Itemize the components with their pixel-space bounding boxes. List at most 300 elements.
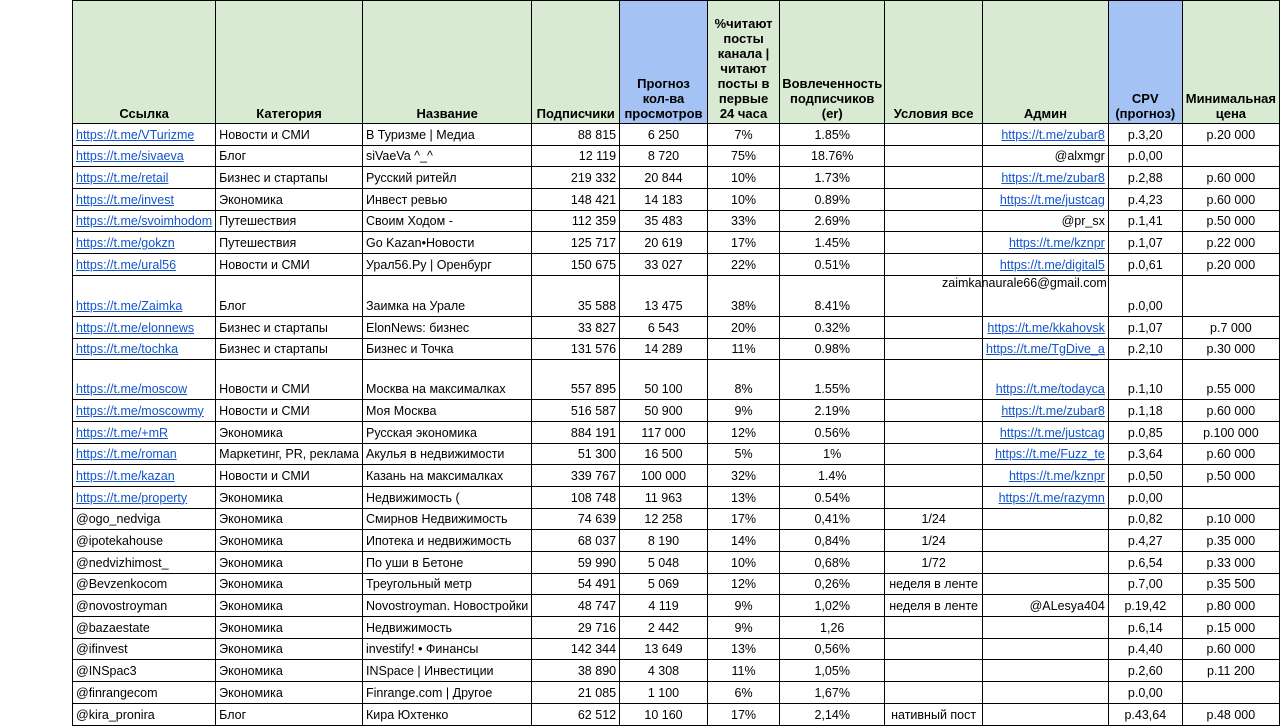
cell-category[interactable]: Экономика <box>216 595 363 617</box>
cell-conditions[interactable] <box>885 316 983 338</box>
cell-read-pct[interactable]: 9% <box>707 617 779 639</box>
cell-read-pct[interactable]: 20% <box>707 316 779 338</box>
cell-cpv[interactable]: р.0,00 <box>1108 145 1182 167</box>
cell-conditions[interactable]: неделя в ленте <box>885 595 983 617</box>
cell-conditions[interactable] <box>885 145 983 167</box>
cell-category[interactable]: Экономика <box>216 682 363 704</box>
cell-link[interactable]: https://t.me/Zaimka <box>73 275 216 316</box>
cell-link[interactable]: @finrangecom <box>73 682 216 704</box>
cell-link[interactable]: https://t.me/gokzn <box>73 232 216 254</box>
cell-admin[interactable] <box>983 552 1109 574</box>
cell-name[interactable]: Кира Юхтенко <box>362 703 531 725</box>
cell-link[interactable]: @nedvizhimost_ <box>73 552 216 574</box>
cell-read-pct[interactable]: 13% <box>707 638 779 660</box>
cell-subscribers[interactable]: 108 748 <box>532 486 620 508</box>
cell-link[interactable]: https://t.me/moscowmy <box>73 400 216 422</box>
cell-engagement[interactable]: 0.32% <box>780 316 885 338</box>
cell-read-pct[interactable]: 7% <box>707 124 779 146</box>
cell-conditions[interactable] <box>885 232 983 254</box>
cell-read-pct[interactable]: 6% <box>707 682 779 704</box>
cell-cpv[interactable]: р.3,20 <box>1108 124 1182 146</box>
cell-read-pct[interactable]: 5% <box>707 443 779 465</box>
cell-subscribers[interactable]: 59 990 <box>532 552 620 574</box>
cell-link[interactable]: https://t.me/roman <box>73 443 216 465</box>
cell-engagement[interactable]: 1.85% <box>780 124 885 146</box>
cell-forecast-views[interactable]: 5 048 <box>620 552 708 574</box>
cell-min-price[interactable]: р.11 200 <box>1182 660 1279 682</box>
cell-forecast-views[interactable]: 33 027 <box>620 254 708 276</box>
cell-subscribers[interactable]: 219 332 <box>532 167 620 189</box>
cell-admin[interactable]: https://t.me/kznpr <box>983 465 1109 487</box>
cell-read-pct[interactable]: 9% <box>707 400 779 422</box>
cell-subscribers[interactable]: 21 085 <box>532 682 620 704</box>
cell-engagement[interactable]: 1.55% <box>780 360 885 400</box>
cell-min-price[interactable]: р.80 000 <box>1182 595 1279 617</box>
cell-cpv[interactable]: р.1,41 <box>1108 210 1182 232</box>
cell-link[interactable]: https://t.me/invest <box>73 189 216 211</box>
cell-cpv[interactable]: р.2,88 <box>1108 167 1182 189</box>
cell-cpv[interactable]: р.43,64 <box>1108 703 1182 725</box>
cell-category[interactable]: Бизнес и стартапы <box>216 338 363 360</box>
cell-subscribers[interactable]: 51 300 <box>532 443 620 465</box>
cell-forecast-views[interactable]: 11 963 <box>620 486 708 508</box>
cell-conditions[interactable] <box>885 167 983 189</box>
cell-link[interactable]: @ipotekahouse <box>73 530 216 552</box>
cell-conditions[interactable] <box>885 443 983 465</box>
cell-name[interactable]: investify! • Финансы <box>362 638 531 660</box>
cell-forecast-views[interactable]: 2 442 <box>620 617 708 639</box>
cell-cpv[interactable]: р.0,00 <box>1108 682 1182 704</box>
cell-name[interactable]: Недвижимость ( <box>362 486 531 508</box>
cell-read-pct[interactable]: 9% <box>707 595 779 617</box>
cell-forecast-views[interactable]: 50 100 <box>620 360 708 400</box>
cell-cpv[interactable]: р.4,27 <box>1108 530 1182 552</box>
cell-cpv[interactable]: р.19,42 <box>1108 595 1182 617</box>
cell-min-price[interactable]: р.48 000 <box>1182 703 1279 725</box>
cell-conditions[interactable] <box>885 360 983 400</box>
cell-cpv[interactable]: р.1,07 <box>1108 316 1182 338</box>
header-engagement[interactable]: Вовлеченность подписчиков (er) <box>780 1 885 124</box>
cell-read-pct[interactable]: 10% <box>707 189 779 211</box>
cell-forecast-views[interactable]: 50 900 <box>620 400 708 422</box>
cell-engagement[interactable]: 0.56% <box>780 421 885 443</box>
cell-category[interactable]: Путешествия <box>216 232 363 254</box>
cell-min-price[interactable]: р.100 000 <box>1182 421 1279 443</box>
cell-forecast-views[interactable]: 4 119 <box>620 595 708 617</box>
cell-admin[interactable]: https://t.me/kkahovsk <box>983 316 1109 338</box>
cell-cpv[interactable]: р.0,00 <box>1108 275 1182 316</box>
cell-cpv[interactable]: р.0,50 <box>1108 465 1182 487</box>
cell-subscribers[interactable]: 33 827 <box>532 316 620 338</box>
cell-min-price[interactable]: р.20 000 <box>1182 254 1279 276</box>
cell-category[interactable]: Путешествия <box>216 210 363 232</box>
cell-conditions[interactable] <box>885 338 983 360</box>
cell-conditions[interactable] <box>885 254 983 276</box>
cell-engagement[interactable]: 1,02% <box>780 595 885 617</box>
cell-name[interactable]: ElonNews: бизнес <box>362 316 531 338</box>
cell-read-pct[interactable]: 12% <box>707 421 779 443</box>
cell-name[interactable]: В Туризме | Медиа <box>362 124 531 146</box>
cell-category[interactable]: Бизнес и стартапы <box>216 316 363 338</box>
cell-link[interactable]: https://t.me/property <box>73 486 216 508</box>
table-row <box>73 167 1280 189</box>
cell-conditions[interactable] <box>885 421 983 443</box>
cell-forecast-views[interactable]: 8 720 <box>620 145 708 167</box>
table-row <box>73 360 1280 400</box>
cell-conditions[interactable]: 1/24 <box>885 530 983 552</box>
cell-subscribers[interactable]: 339 767 <box>532 465 620 487</box>
cell-category[interactable]: Новости и СМИ <box>216 400 363 422</box>
cell-name[interactable]: Бизнес и Точка <box>362 338 531 360</box>
channels-table <box>72 0 1280 726</box>
cell-link[interactable]: @ogo_nedviga <box>73 508 216 530</box>
cell-min-price[interactable]: р.30 000 <box>1182 338 1279 360</box>
cell-cpv[interactable]: р.3,64 <box>1108 443 1182 465</box>
cell-link[interactable]: @Bevzenkocom <box>73 573 216 595</box>
cell-engagement[interactable]: 0.89% <box>780 189 885 211</box>
cell-name[interactable]: Инвест ревью <box>362 189 531 211</box>
cell-link[interactable]: @INSpac3 <box>73 660 216 682</box>
cell-min-price[interactable]: р.7 000 <box>1182 316 1279 338</box>
cell-min-price[interactable]: р.35 500 <box>1182 573 1279 595</box>
cell-engagement[interactable]: 0.98% <box>780 338 885 360</box>
header-name[interactable]: Название <box>362 1 531 124</box>
cell-name[interactable]: Смирнов Недвижимость <box>362 508 531 530</box>
cell-read-pct[interactable]: 17% <box>707 232 779 254</box>
cell-forecast-views[interactable]: 14 183 <box>620 189 708 211</box>
cell-admin[interactable]: @ALesya404 <box>983 595 1109 617</box>
cell-min-price[interactable]: р.35 000 <box>1182 530 1279 552</box>
cell-subscribers[interactable]: 74 639 <box>532 508 620 530</box>
cell-link[interactable]: https://t.me/ural56 <box>73 254 216 276</box>
cell-forecast-views[interactable]: 20 844 <box>620 167 708 189</box>
cell-read-pct[interactable]: 14% <box>707 530 779 552</box>
cell-read-pct[interactable]: 32% <box>707 465 779 487</box>
header-category[interactable]: Категория <box>216 1 363 124</box>
cell-cpv[interactable]: р.2,60 <box>1108 660 1182 682</box>
cell-subscribers[interactable]: 150 675 <box>532 254 620 276</box>
cell-read-pct[interactable]: 11% <box>707 338 779 360</box>
cell-min-price[interactable] <box>1182 275 1279 316</box>
cell-conditions[interactable] <box>885 189 983 211</box>
cell-admin[interactable]: https://t.me/todayca <box>983 360 1109 400</box>
cell-conditions[interactable] <box>885 465 983 487</box>
cell-link[interactable]: https://t.me/elonnews <box>73 316 216 338</box>
cell-min-price[interactable]: р.50 000 <box>1182 210 1279 232</box>
cell-conditions[interactable] <box>885 638 983 660</box>
cell-name[interactable]: Finrange.com | Другое <box>362 682 531 704</box>
header-cpv[interactable]: CPV (прогноз) <box>1108 1 1182 124</box>
cell-cpv[interactable]: р.1,18 <box>1108 400 1182 422</box>
cell-link[interactable]: @ifinvest <box>73 638 216 660</box>
cell-engagement[interactable]: 0,68% <box>780 552 885 574</box>
cell-category[interactable]: Бизнес и стартапы <box>216 167 363 189</box>
cell-forecast-views[interactable]: 8 190 <box>620 530 708 552</box>
cell-admin[interactable]: https://t.me/Fuzz_te <box>983 443 1109 465</box>
cell-forecast-views[interactable]: 12 258 <box>620 508 708 530</box>
cell-admin[interactable] <box>983 703 1109 725</box>
header-conditions[interactable]: Условия все <box>885 1 983 124</box>
cell-forecast-views[interactable]: 1 100 <box>620 682 708 704</box>
cell-category[interactable]: Экономика <box>216 660 363 682</box>
cell-name[interactable]: Казань на максималках <box>362 465 531 487</box>
cell-name[interactable]: Novostroyman. Новостройки <box>362 595 531 617</box>
cell-conditions[interactable]: нативный пост <box>885 703 983 725</box>
cell-name[interactable]: siVaeVa ^_^ <box>362 145 531 167</box>
cell-engagement[interactable]: 1.45% <box>780 232 885 254</box>
cell-forecast-views[interactable]: 10 160 <box>620 703 708 725</box>
cell-link[interactable]: https://t.me/kazan <box>73 465 216 487</box>
cell-engagement[interactable]: 2,14% <box>780 703 885 725</box>
cell-admin[interactable]: https://t.me/zubar8 <box>983 124 1109 146</box>
cell-category[interactable]: Новости и СМИ <box>216 254 363 276</box>
cell-admin[interactable] <box>983 682 1109 704</box>
cell-conditions[interactable] <box>885 210 983 232</box>
cell-subscribers[interactable]: 68 037 <box>532 530 620 552</box>
cell-forecast-views[interactable]: 20 619 <box>620 232 708 254</box>
cell-cpv[interactable]: р.6,54 <box>1108 552 1182 574</box>
cell-conditions[interactable] <box>885 660 983 682</box>
cell-min-price[interactable]: р.10 000 <box>1182 508 1279 530</box>
cell-subscribers[interactable]: 884 191 <box>532 421 620 443</box>
cell-min-price[interactable]: р.60 000 <box>1182 638 1279 660</box>
cell-read-pct[interactable]: 75% <box>707 145 779 167</box>
cell-link[interactable]: @bazaestate <box>73 617 216 639</box>
cell-read-pct[interactable]: 10% <box>707 552 779 574</box>
cell-subscribers[interactable]: 131 576 <box>532 338 620 360</box>
cell-engagement[interactable]: 8.41% <box>780 275 885 316</box>
cell-name[interactable]: Урал56.Ру | Оренбург <box>362 254 531 276</box>
cell-link[interactable]: https://t.me/tochka <box>73 338 216 360</box>
cell-engagement[interactable]: 1,26 <box>780 617 885 639</box>
cell-admin[interactable]: https://t.me/zubar8 <box>983 400 1109 422</box>
cell-min-price[interactable]: р.60 000 <box>1182 189 1279 211</box>
cell-name[interactable]: Русский ритейл <box>362 167 531 189</box>
cell-conditions[interactable] <box>885 617 983 639</box>
cell-category[interactable]: Блог <box>216 145 363 167</box>
cell-conditions[interactable] <box>885 682 983 704</box>
cell-link[interactable]: https://t.me/sivaeva <box>73 145 216 167</box>
cell-cpv[interactable]: р.0,82 <box>1108 508 1182 530</box>
header-admin[interactable]: Админ <box>983 1 1109 124</box>
cell-forecast-views[interactable]: 6 250 <box>620 124 708 146</box>
cell-min-price[interactable]: р.55 000 <box>1182 360 1279 400</box>
cell-cpv[interactable]: р.4,40 <box>1108 638 1182 660</box>
cell-subscribers[interactable]: 112 359 <box>532 210 620 232</box>
cell-cpv[interactable]: р.1,07 <box>1108 232 1182 254</box>
cell-category[interactable]: Экономика <box>216 421 363 443</box>
cell-read-pct[interactable]: 8% <box>707 360 779 400</box>
cell-forecast-views[interactable]: 4 308 <box>620 660 708 682</box>
cell-forecast-views[interactable]: 13 649 <box>620 638 708 660</box>
cell-name[interactable]: INSpace | Инвестиции <box>362 660 531 682</box>
cell-admin[interactable]: @alxmgr <box>983 145 1109 167</box>
cell-read-pct[interactable]: 10% <box>707 167 779 189</box>
cell-min-price[interactable]: р.15 000 <box>1182 617 1279 639</box>
cell-subscribers[interactable]: 62 512 <box>532 703 620 725</box>
cell-name[interactable]: Акулья в недвижимости <box>362 443 531 465</box>
cell-subscribers[interactable]: 557 895 <box>532 360 620 400</box>
cell-name[interactable]: Своим Ходом - <box>362 210 531 232</box>
cell-link[interactable]: https://t.me/+mR <box>73 421 216 443</box>
cell-cpv[interactable]: р.0,00 <box>1108 486 1182 508</box>
cell-category[interactable]: Новости и СМИ <box>216 360 363 400</box>
cell-admin[interactable] <box>983 617 1109 639</box>
cell-subscribers[interactable]: 516 587 <box>532 400 620 422</box>
cell-link[interactable]: https://t.me/retail <box>73 167 216 189</box>
cell-conditions[interactable]: 1/24 <box>885 508 983 530</box>
cell-cpv[interactable]: р.1,10 <box>1108 360 1182 400</box>
cell-conditions[interactable]: 1/72 <box>885 552 983 574</box>
cell-min-price[interactable] <box>1182 145 1279 167</box>
cell-forecast-views[interactable]: 100 000 <box>620 465 708 487</box>
cell-category[interactable]: Экономика <box>216 552 363 574</box>
cell-conditions[interactable]: неделя в ленте <box>885 573 983 595</box>
cell-min-price[interactable]: р.33 000 <box>1182 552 1279 574</box>
cell-min-price[interactable]: р.22 000 <box>1182 232 1279 254</box>
cell-subscribers[interactable]: 35 588 <box>532 275 620 316</box>
cell-admin[interactable] <box>942 275 1109 316</box>
cell-cpv[interactable]: р.6,14 <box>1108 617 1182 639</box>
cell-link[interactable]: https://t.me/VTurizme <box>73 124 216 146</box>
table-row <box>73 210 1280 232</box>
cell-forecast-views[interactable]: 16 500 <box>620 443 708 465</box>
cell-read-pct[interactable]: 22% <box>707 254 779 276</box>
cell-subscribers[interactable]: 54 491 <box>532 573 620 595</box>
cell-min-price[interactable]: р.60 000 <box>1182 443 1279 465</box>
cell-category[interactable]: Блог <box>216 275 363 316</box>
cell-admin[interactable] <box>983 638 1109 660</box>
header-forecast-views[interactable]: Прогноз кол-ва просмотров <box>620 1 708 124</box>
cell-admin[interactable]: https://t.me/digital5 <box>983 254 1109 276</box>
cell-link[interactable]: @kira_pronira <box>73 703 216 725</box>
cell-forecast-views[interactable]: 13 475 <box>620 275 708 316</box>
cell-engagement[interactable]: 18.76% <box>780 145 885 167</box>
cell-subscribers[interactable]: 12 119 <box>532 145 620 167</box>
cell-admin[interactable]: https://t.me/kznpr <box>983 232 1109 254</box>
cell-category[interactable]: Экономика <box>216 617 363 639</box>
cell-name[interactable]: Недвижимость <box>362 617 531 639</box>
cell-admin[interactable] <box>983 508 1109 530</box>
cell-admin[interactable] <box>983 530 1109 552</box>
cell-min-price[interactable]: р.50 000 <box>1182 465 1279 487</box>
cell-read-pct[interactable]: 13% <box>707 486 779 508</box>
cell-subscribers[interactable]: 88 815 <box>532 124 620 146</box>
cell-min-price[interactable] <box>1182 486 1279 508</box>
cell-name[interactable]: Go Kazan•Новости <box>362 232 531 254</box>
cell-min-price[interactable]: р.60 000 <box>1182 400 1279 422</box>
cell-engagement[interactable]: 2.69% <box>780 210 885 232</box>
cell-subscribers[interactable]: 38 890 <box>532 660 620 682</box>
cell-category[interactable]: Новости и СМИ <box>216 124 363 146</box>
cell-cpv[interactable]: р.0,85 <box>1108 421 1182 443</box>
cell-category[interactable]: Блог <box>216 703 363 725</box>
cell-conditions[interactable] <box>885 486 983 508</box>
cell-forecast-views[interactable]: 35 483 <box>620 210 708 232</box>
header-subscribers[interactable]: Подписчики <box>532 1 620 124</box>
cell-category[interactable]: Новости и СМИ <box>216 465 363 487</box>
cell-name[interactable]: Заимка на Урале <box>362 275 531 316</box>
cell-cpv[interactable]: р.7,00 <box>1108 573 1182 595</box>
cell-category[interactable]: Экономика <box>216 486 363 508</box>
cell-admin[interactable]: https://t.me/justcag <box>983 421 1109 443</box>
cell-cpv[interactable]: р.0,61 <box>1108 254 1182 276</box>
cell-forecast-views[interactable]: 6 543 <box>620 316 708 338</box>
cell-engagement[interactable]: 1% <box>780 443 885 465</box>
cell-engagement[interactable]: 0,41% <box>780 508 885 530</box>
cell-category[interactable]: Экономика <box>216 508 363 530</box>
cell-subscribers[interactable]: 29 716 <box>532 617 620 639</box>
cell-forecast-views[interactable]: 117 000 <box>620 421 708 443</box>
cell-forecast-views[interactable]: 5 069 <box>620 573 708 595</box>
cell-read-pct[interactable]: 12% <box>707 573 779 595</box>
cell-min-price[interactable]: р.60 000 <box>1182 167 1279 189</box>
cell-read-pct[interactable]: 33% <box>707 210 779 232</box>
cell-name[interactable]: Треугольный метр <box>362 573 531 595</box>
cell-subscribers[interactable]: 148 421 <box>532 189 620 211</box>
cell-min-price[interactable] <box>1182 682 1279 704</box>
cell-engagement[interactable]: 0,84% <box>780 530 885 552</box>
cell-category[interactable]: Экономика <box>216 530 363 552</box>
header-read-pct[interactable]: %читают посты канала | читают посты в первые 24 часа <box>707 1 779 124</box>
cell-admin[interactable]: @pr_sx <box>983 210 1109 232</box>
cell-admin[interactable] <box>983 573 1109 595</box>
cell-engagement[interactable]: 1.4% <box>780 465 885 487</box>
cell-name[interactable]: Моя Москва <box>362 400 531 422</box>
cell-min-price[interactable]: р.20 000 <box>1182 124 1279 146</box>
cell-category[interactable]: Маркетинг, PR, реклама <box>216 443 363 465</box>
cell-cpv[interactable]: р.4,23 <box>1108 189 1182 211</box>
cell-conditions[interactable] <box>885 124 983 146</box>
cell-admin[interactable]: https://t.me/TgDive_a <box>983 338 1109 360</box>
cell-engagement[interactable]: 0.51% <box>780 254 885 276</box>
cell-engagement[interactable]: 0,26% <box>780 573 885 595</box>
cell-name[interactable]: Москва на максималках <box>362 360 531 400</box>
cell-category[interactable]: Экономика <box>216 189 363 211</box>
cell-engagement[interactable]: 1,67% <box>780 682 885 704</box>
header-min-price[interactable]: Минимальная цена <box>1182 1 1279 124</box>
cell-conditions[interactable] <box>885 400 983 422</box>
cell-engagement[interactable]: 0.54% <box>780 486 885 508</box>
cell-admin[interactable]: https://t.me/zubar8 <box>983 167 1109 189</box>
cell-cpv[interactable]: р.2,10 <box>1108 338 1182 360</box>
cell-read-pct[interactable]: 17% <box>707 703 779 725</box>
cell-engagement[interactable]: 1,05% <box>780 660 885 682</box>
cell-forecast-views[interactable]: 14 289 <box>620 338 708 360</box>
cell-category[interactable]: Экономика <box>216 573 363 595</box>
header-link[interactable]: Ссылка <box>73 1 216 124</box>
cell-link[interactable]: @novostroyman <box>73 595 216 617</box>
cell-admin[interactable]: https://t.me/justcag <box>983 189 1109 211</box>
cell-engagement[interactable]: 2.19% <box>780 400 885 422</box>
cell-admin[interactable]: https://t.me/razymn <box>983 486 1109 508</box>
cell-category[interactable]: Экономика <box>216 638 363 660</box>
cell-name[interactable]: Ипотека и недвижимость <box>362 530 531 552</box>
cell-read-pct[interactable]: 17% <box>707 508 779 530</box>
cell-name[interactable]: Русская экономика <box>362 421 531 443</box>
cell-link[interactable]: https://t.me/svoimhodom <box>73 210 216 232</box>
cell-admin[interactable] <box>983 660 1109 682</box>
cell-read-pct[interactable]: 11% <box>707 660 779 682</box>
cell-read-pct[interactable]: 38% <box>707 275 779 316</box>
cell-link[interactable]: https://t.me/moscow <box>73 360 216 400</box>
cell-subscribers[interactable]: 125 717 <box>532 232 620 254</box>
cell-subscribers[interactable]: 48 747 <box>532 595 620 617</box>
cell-engagement[interactable]: 0,56% <box>780 638 885 660</box>
cell-subscribers[interactable]: 142 344 <box>532 638 620 660</box>
cell-name[interactable]: По уши в Бетоне <box>362 552 531 574</box>
cell-engagement[interactable]: 1.73% <box>780 167 885 189</box>
